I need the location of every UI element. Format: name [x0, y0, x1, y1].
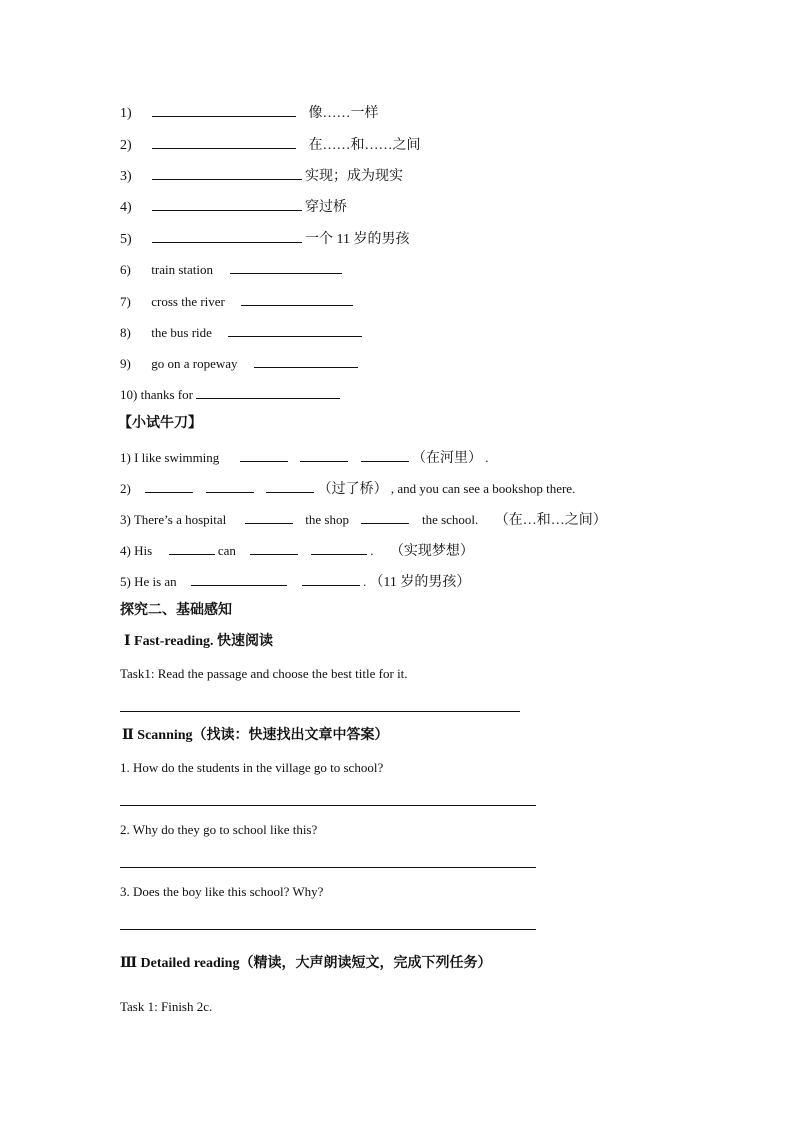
sentence-end: .: [370, 543, 374, 558]
answer-blank[interactable]: [254, 353, 358, 368]
chinese-hint: （过了桥）: [317, 482, 388, 497]
task-finish: Task 1: Finish 2c.: [120, 999, 213, 1014]
item-number: 4): [120, 200, 132, 215]
sentence-start: 5) He is an: [120, 574, 177, 589]
chinese-hint: （在…和…之间）: [494, 513, 607, 528]
answer-blank[interactable]: [196, 384, 340, 399]
vocab-prompt: thanks for: [140, 387, 193, 402]
task1-prompt: Task1: Read the passage and choose the best title for it.: [120, 666, 408, 681]
item-number: 3): [120, 169, 132, 184]
practice-item-4: [120, 540, 474, 561]
chinese-hint: （实现梦想）: [389, 544, 474, 559]
item-number: 8): [120, 325, 131, 340]
item-number: 5): [120, 232, 132, 247]
question-1: 1. How do the students in the village go to school?: [120, 760, 384, 775]
answer-line[interactable]: [120, 867, 536, 868]
vocab-item-10: [120, 384, 340, 404]
sentence-end: .: [485, 450, 489, 465]
vocab-prompt: 像……一样: [308, 106, 379, 121]
fast-reading-title: Ⅰ Fast-reading. 快速阅读: [124, 634, 274, 649]
answer-blank[interactable]: [300, 447, 348, 462]
vocab-item-1: [120, 102, 379, 123]
answer-blank[interactable]: [311, 540, 367, 555]
scanning-title: Ⅱ Scanning（找读：快速找出文章中答案）: [122, 728, 389, 743]
practice-item-1: [120, 447, 489, 468]
answer-line[interactable]: [120, 805, 536, 806]
sentence-middle: can: [217, 543, 236, 558]
sentence-middle: the shop: [305, 512, 349, 527]
sentence-end: the school.: [421, 512, 479, 527]
answer-blank[interactable]: [266, 478, 314, 493]
answer-blank[interactable]: [191, 571, 287, 586]
question-3: 3. Does the boy like this school? Why?: [120, 884, 324, 899]
practice-heading: 【小试牛刀】: [118, 416, 202, 431]
detailed-reading-title: Ⅲ Detailed reading（精读，大声朗读短文，完成下列任务）: [120, 956, 492, 971]
practice-item-2: [120, 478, 575, 499]
item-number: 6): [120, 262, 131, 277]
answer-line[interactable]: [120, 711, 520, 712]
answer-blank[interactable]: [152, 134, 296, 149]
answer-blank[interactable]: [145, 478, 193, 493]
vocab-item-4: [120, 196, 347, 217]
answer-blank[interactable]: [169, 540, 215, 555]
answer-blank[interactable]: [250, 540, 298, 555]
answer-blank[interactable]: [206, 478, 254, 493]
vocab-prompt: the bus ride: [151, 325, 212, 340]
item-number: 1): [120, 106, 132, 121]
answer-blank[interactable]: [152, 165, 302, 180]
answer-blank[interactable]: [152, 102, 296, 117]
answer-blank[interactable]: [245, 509, 293, 524]
vocab-item-2: [120, 134, 421, 155]
item-number: 2): [120, 138, 132, 153]
vocab-prompt: go on a ropeway: [151, 356, 238, 371]
question-2: 2. Why do they go to school like this?: [120, 822, 318, 837]
vocab-item-6: [120, 259, 342, 279]
sentence-start: 4) His: [120, 543, 153, 558]
vocab-prompt: 穿过桥: [305, 200, 347, 215]
vocab-item-7: [120, 291, 353, 311]
answer-blank[interactable]: [240, 447, 288, 462]
answer-blank[interactable]: [241, 291, 353, 306]
answer-blank[interactable]: [302, 571, 360, 586]
answer-blank[interactable]: [228, 322, 362, 337]
vocab-item-9: [120, 353, 358, 373]
sentence-start: 1) I like swimming: [120, 450, 220, 465]
sentence-end: .: [362, 574, 367, 589]
practice-item-3: [120, 509, 607, 530]
vocab-prompt: 实现；成为现实: [305, 169, 403, 184]
answer-blank[interactable]: [152, 228, 302, 243]
sentence-end: , and you can see a bookshop there.: [390, 481, 576, 496]
chinese-hint: （在河里）: [412, 451, 483, 466]
section-heading: 探究二、基础感知: [120, 603, 232, 618]
answer-line[interactable]: [120, 929, 536, 930]
answer-blank[interactable]: [361, 509, 409, 524]
vocab-prompt: 在……和……之间: [308, 138, 421, 153]
item-number: 10): [120, 387, 138, 402]
vocab-prompt: cross the river: [151, 294, 225, 309]
answer-blank[interactable]: [230, 259, 342, 274]
item-number: 7): [120, 294, 131, 309]
vocab-item-5: [120, 228, 409, 249]
vocab-item-3: [120, 165, 403, 186]
vocab-prompt: train station: [151, 262, 213, 277]
answer-blank[interactable]: [152, 196, 302, 211]
practice-item-5: [120, 571, 470, 592]
answer-blank[interactable]: [361, 447, 409, 462]
sentence-start: 2): [120, 481, 131, 496]
sentence-start: 3) There’s a hospital: [120, 512, 227, 527]
vocab-item-8: [120, 322, 362, 342]
chinese-hint: （11 岁的男孩）: [369, 575, 471, 590]
item-number: 9): [120, 356, 131, 371]
vocab-prompt: 一个 11 岁的男孩: [305, 232, 410, 247]
